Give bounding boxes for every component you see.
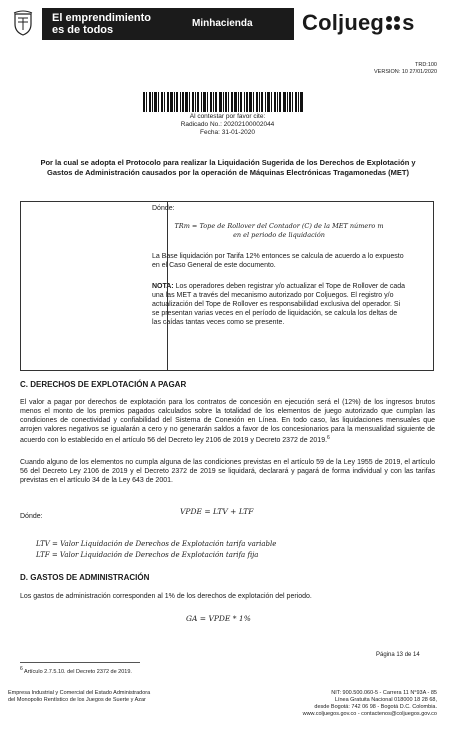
logo-mark-icon [384, 14, 402, 32]
footer-web-email: www.coljuegos.gov.co - contactenos@coljuegos.gov.co [302, 711, 437, 717]
document-title: Por la cual se adopta el Protocolo para realizar la Liquidación Sugerida de los Derechos de Explotación y Gastos de Administración causados por la operación de Máquinas Electrónicas Tragamonedas (MET) [40, 158, 416, 177]
radicado-cite: Al contestar por favor cite: [189, 113, 266, 120]
section-c-paragraph-1 [20, 398, 435, 445]
table-note [152, 282, 406, 327]
section-c-donde: Dónde: [20, 513, 43, 520]
section-c-paragraph-1-text: El valor a pagar por derechos de explotación para los contratos de concesión en ejecución será el (12%) de los ingresos brutos menos el monto de los premios pagados calculados sobre la totalidad de los elementos de juego autorizado que cumplan las condiciones de conectividad y confiabilidad del Sistema de Conexión en Línea. En todo caso, las liquidaciones mensuales que arrojen valores negativos se igualarán a cero y no generarán saldos a favor de los concesionarios para la mensualidad siguiente de acuerdo con lo establecido en el artículo 56 del Decreto ley 2106 de 2019 y Decreto 2372 de 2019. [20, 399, 435, 444]
footer-left-line-1: Empresa Industrial y Comercial del Estado Administradora [8, 690, 151, 696]
footer-address: NIT: 900.500.060-5 - Carrera 11 N°93A - 85 [331, 690, 437, 696]
footer-right [247, 690, 437, 718]
section-c-paragraph-2: Cuando alguno de los elementos no cumpla alguna de las condiciones previstas en el artículo 59 de la Ley 1955 de 2019, el artículo 56 del Decreto Ley 2106 de 2019 y el Decreto 2372 de 2019 se liquidará, declarará y pagará de forma individual y con las tarifas previstas en el artículo 34 de la Ley 643 de 2001. [20, 459, 435, 484]
table-base-paragraph: La Base liquidación por Tarifa 12% entonces se calcula de acuerdo a lo expuesto en el Caso General de este documento. [152, 253, 404, 269]
barcode [143, 92, 303, 112]
section-d-paragraph: Los gastos de administración corresponden al 1% de los derechos de explotación del periodo. [20, 593, 312, 600]
ltf-definition: LTF = Valor Liquidación de Derechos de Explotación tarifa fija [36, 551, 259, 559]
section-c-heading: C. DERECHOS DE EXPLOTACIÓN A PAGAR [20, 380, 187, 389]
version-code: VERSION: 10 27/01/2020 [374, 69, 437, 75]
footer-left [8, 690, 208, 704]
radicado-number: Radicado No.: 20202100002044 [180, 121, 275, 128]
banner-line-1: El emprendimiento [52, 12, 152, 24]
vpde-formula: VPDE = LTV + LTF [180, 507, 254, 516]
coat-of-arms-icon [12, 10, 34, 36]
footnote-ref: 6 [327, 435, 330, 441]
banner-line-2: es de todos [52, 24, 114, 36]
footnote-text: Artículo 2.7.5.10. del Decreto 2372 de 2019. [22, 669, 132, 675]
footer-phone-national: Línea Gratuita Nacional 018000 18 28 68, [334, 697, 437, 703]
note-text: Los operadores deben registrar y/o actualizar el Tope de Rollover de cada una las MET a través del mecanismo autorizado por Coljuegos. El registro y/o actualización del Tope de Rollover es responsabilidad exclusiva del operador. Si se presentan varias veces en el período de liquidación, se calcula los deltas de las caídas tantas veces como se presente. [152, 283, 406, 326]
footnote-rule [20, 662, 140, 663]
rollover-formula-line2: en el periodo de liquidación [233, 231, 325, 239]
page-number: Página 13 de 14 [376, 652, 420, 658]
government-banner [42, 8, 294, 40]
logo-text: Coljueg [302, 10, 385, 35]
document-code [374, 62, 437, 76]
rollover-formula-line1: TRm = Tope de Rollover del Contador (C) de la MET número m [174, 222, 384, 230]
ga-formula: GA = VPDE * 1% [186, 614, 251, 623]
trd-code: TRD:100 [414, 62, 437, 68]
coljuegos-logo [302, 10, 415, 36]
footnote [20, 666, 132, 676]
footer-phone-bogota: desde Bogotá: 742 06 98 - Bogotá D.C. Colombia. [314, 704, 437, 710]
footnote-number: 6 [20, 666, 23, 672]
radicado-date: Fecha: 31-01-2020 [200, 129, 255, 136]
logo-text-suffix: s [402, 10, 415, 35]
section-d-heading: D. GASTOS DE ADMINISTRACIÓN [20, 573, 150, 582]
ministry-label: Minhacienda [192, 18, 253, 29]
footer-left-line-2: del Monopolio Rentístico de los Juegos de Suerte y Azar [8, 697, 146, 703]
table-donde: Dónde: [152, 205, 175, 212]
note-label: NOTA: [152, 283, 174, 290]
ltv-definition: LTV = Valor Liquidación de Derechos de Explotación tarifa variable [36, 540, 277, 548]
